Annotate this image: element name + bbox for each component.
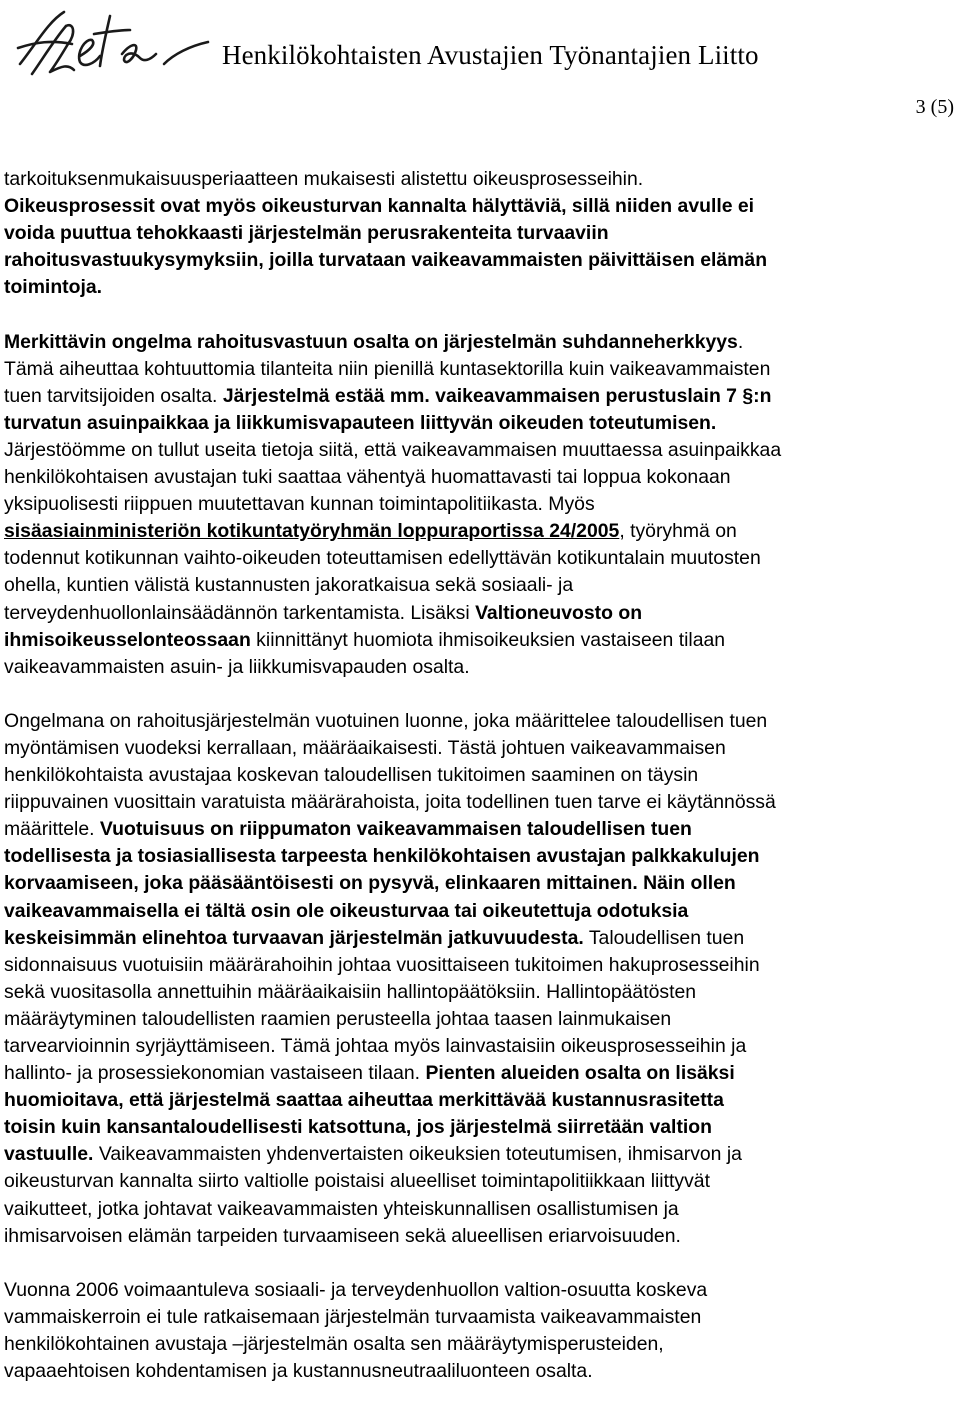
bold-text-run: rahoitusvastuukysymyksiin, joilla turvataan vaikeavammaisten päivittäisen elämän bbox=[4, 249, 768, 272]
text-line bbox=[4, 654, 952, 681]
text-run: Tämä aiheuttaa kohtuuttomia tilanteita niin pienillä kuntasektorilla kuin vaikeavammaisten bbox=[4, 357, 771, 380]
text-line bbox=[4, 1277, 952, 1304]
text-run: , työryhmä on bbox=[619, 520, 737, 543]
text-run: myöntämisen vuodeksi kerrallaan, määräaikaisesti. Tästä johtuen vaikeavammaisen bbox=[4, 736, 726, 759]
text-line bbox=[4, 1358, 952, 1385]
text-line bbox=[4, 356, 952, 383]
text-line bbox=[4, 383, 952, 410]
text-line bbox=[4, 1006, 952, 1033]
bold-text-run: voida puuttua tehokkaasti järjestelmän perusrakenteita turvaaviin bbox=[4, 222, 609, 245]
text-line bbox=[4, 1114, 952, 1141]
text-line bbox=[4, 708, 952, 735]
text-run: tarkoituksenmukaisuusperiaatteen mukaisesti alistettu oikeusprosesseihin. bbox=[4, 168, 644, 190]
bold-text-run: huomioitava, että järjestelmä saattaa aiheuttaa merkittävää kustannusrasitetta bbox=[4, 1089, 724, 1112]
bold-text-run: keskeisimmän elinehtoa turvaavan järjestelmän jatkuvuudesta. bbox=[4, 926, 584, 949]
text-line bbox=[4, 572, 952, 599]
text-run: vammaiskerroin ei tule ratkaisemaan järjestelmän turvaamista vaikeavammaisten bbox=[4, 1305, 702, 1328]
text-line bbox=[4, 220, 952, 247]
bold-text-run: Pienten alueiden osalta on lisäksi bbox=[425, 1062, 735, 1085]
text-run: yksipuolisesti riippuen muutettavan kunnan toimintapolitiikasta. Myös bbox=[4, 493, 595, 516]
text-line bbox=[4, 1304, 952, 1331]
paragraph bbox=[4, 166, 952, 301]
text-line bbox=[4, 600, 952, 627]
text-line bbox=[4, 979, 952, 1006]
text-run: vaikeavammaisten asuin- ja liikkumisvapauden osalta. bbox=[4, 655, 470, 678]
bold-text-run: turvatun asuinpaikkaa ja liikkumisvapauteen liittyvän oikeuden toteutumisen. bbox=[4, 411, 717, 434]
bold-text-run: Merkittävin ongelma rahoitusvastuun osalta on järjestelmän suhdanneherkkyys bbox=[4, 330, 738, 353]
text-line bbox=[4, 491, 952, 518]
text-run: tarvearvioinnin syrjäyttämiseen. Tämä johtaa myös lainvastaisiin oikeusprosesseihin ja bbox=[4, 1035, 747, 1057]
text-line bbox=[4, 1168, 952, 1195]
text-run: hallinto- ja prosessiekonomian vastaiseen tilaan. bbox=[4, 1062, 426, 1085]
text-run: oikeusturvan kannalta siirto valtiolle poistaisi alueelliset toimintapolitiikkaan liittyvät bbox=[4, 1170, 710, 1193]
text-run: määrittele. bbox=[4, 818, 100, 841]
text-line bbox=[4, 545, 952, 572]
text-run: todennut kotikunnan vaihto-oikeuden toteuttamisen edellyttävän kotikuntalain muutosten bbox=[4, 547, 761, 570]
text-line bbox=[4, 1033, 952, 1060]
text-run: kiinnittänyt huomiota ihmisoikeuksien vastaiseen tilaan bbox=[250, 628, 726, 651]
text-line bbox=[4, 1196, 952, 1223]
bold-text-run: vaikeavammaisella ei tältä osin ole oikeusturvaa tai oikeutettuja odotuksia bbox=[4, 899, 689, 922]
text-line bbox=[4, 410, 952, 437]
text-line bbox=[4, 816, 952, 843]
text-line bbox=[4, 1087, 952, 1114]
text-line bbox=[4, 735, 952, 762]
paragraph bbox=[4, 1277, 952, 1385]
text-line bbox=[4, 166, 952, 193]
text-run: sekä vuositasolla annettuihin määräaikaisiin hallintopäätöksiin. Hallintopäätösten bbox=[4, 980, 697, 1003]
text-line bbox=[4, 464, 952, 491]
text-run: tuen tarvitsijoiden osalta. bbox=[4, 384, 223, 407]
text-run: Järjestöömme on tullut useita tietoja siitä, että vaikeavammaisen muuttaessa asuinpaikkaa bbox=[4, 438, 782, 461]
text-run: määräytyminen taloudellisten raamien perusteella johtaa taasen lainmukaisen bbox=[4, 1007, 672, 1030]
text-run: vapaaehtoisen kohdentamisen ja kustannusneutraaliluonteen osalta. bbox=[4, 1360, 593, 1383]
page-number: 3 (5) bbox=[915, 96, 954, 118]
text-line bbox=[4, 925, 952, 952]
text-line bbox=[4, 518, 952, 545]
letterhead bbox=[0, 0, 960, 90]
text-line bbox=[4, 1141, 952, 1168]
organization-name: Henkilökohtaisten Avustajien Työnantajien Liitto bbox=[222, 40, 759, 70]
text-line bbox=[4, 898, 952, 925]
bold-text-run: toimintoja. bbox=[4, 276, 103, 299]
text-line bbox=[4, 627, 952, 654]
text-run: Ongelmana on rahoitusjärjestelmän vuotuinen luonne, joka määrittelee taloudellisen tuen bbox=[4, 709, 768, 732]
text-line bbox=[4, 843, 952, 870]
bold-text-run: korvaamiseen, joka pääsääntöisesti on pysyvä, elinkaaren mittainen. Näin ollen bbox=[4, 872, 736, 895]
text-line bbox=[4, 952, 952, 979]
text-line bbox=[4, 437, 952, 464]
heta-logo bbox=[14, 4, 214, 86]
bold-text-run: todellisesta ja tosiasiallisesta tarpeesta henkilökohtaisen avustajan palkkakulujen bbox=[4, 845, 760, 868]
paragraph bbox=[4, 708, 952, 1250]
text-run: ohella, kuntien välistä kustannusten jakoratkaisua sekä sosiaali- ja bbox=[4, 574, 574, 597]
text-line bbox=[4, 274, 952, 301]
text-run: sidonnaisuus vuotuisiin määrärahoihin johtaa vuosittaiseen tukitoimen hakuprosesseihin bbox=[4, 953, 760, 976]
text-line bbox=[4, 789, 952, 816]
text-line bbox=[4, 762, 952, 789]
text-line bbox=[4, 247, 952, 274]
text-run: Taloudellisen tuen bbox=[583, 926, 745, 949]
bold-text-run: sisäasiainministeriön kotikuntatyöryhmän loppuraportissa 24/2005 bbox=[4, 520, 620, 543]
text-line bbox=[4, 1331, 952, 1358]
bold-text-run: Järjestelmä estää mm. vaikeavammaisen perustuslain 7 §:n bbox=[222, 384, 772, 407]
text-run: ihmisarvoisen elämän tarpeiden turvaamiseen sekä alueellisen eriarvoisuuden. bbox=[4, 1224, 681, 1247]
text-line bbox=[4, 193, 952, 220]
bold-text-run: Vuotuisuus on riippumaton vaikeavammaisen taloudellisen tuen bbox=[99, 818, 692, 841]
paragraph bbox=[4, 329, 952, 681]
bold-text-run: toisin kuin kansantaloudellisesti katsottuna, jos järjestelmä siirretään valtion bbox=[4, 1116, 712, 1139]
text-run: vaikutteet, jotka johtavat vaikeavammaisten yhteiskunnallisen osallistumisen ja bbox=[4, 1197, 679, 1220]
bold-text-run: vastuulle. bbox=[4, 1143, 94, 1166]
text-line bbox=[4, 329, 952, 356]
document-body bbox=[4, 166, 952, 1385]
text-line bbox=[4, 870, 952, 897]
text-run: henkilökohtaista avustajaa koskevan taloudellisen tukitoimen saaminen on täysin bbox=[4, 764, 699, 787]
text-run: riippuvainen vuosittain varatuista määrärahoista, joita todellinen tuen tarve ei käytännössä bbox=[4, 791, 776, 814]
text-run: . bbox=[737, 330, 744, 353]
text-run: Vaikeavammaisten yhdenvertaisten oikeuksien toteutumisen, ihmisarvon ja bbox=[93, 1143, 742, 1166]
text-run: terveydenhuollonlainsäädännön tarkentamista. Lisäksi bbox=[4, 601, 476, 624]
bold-text-run: ihmisoikeusselonteossaan bbox=[4, 628, 251, 651]
text-run: Vuonna 2006 voimaantuleva sosiaali- ja terveydenhuollon valtion-osuutta koskeva bbox=[4, 1278, 708, 1301]
bold-text-run: Oikeusprosessit ovat myös oikeusturvan kannalta hälyttäviä, sillä niiden avulle ei bbox=[4, 195, 755, 218]
text-run: henkilökohtaisen avustajan tuki saattaa vähentyä huomattavasti tai loppua kokonaan bbox=[4, 466, 731, 489]
bold-text-run: Valtioneuvosto on bbox=[475, 601, 643, 624]
text-line bbox=[4, 1060, 952, 1087]
text-line bbox=[4, 1223, 952, 1250]
text-run: henkilökohtainen avustaja –järjestelmän osalta sen määräytymisperusteiden, bbox=[4, 1333, 664, 1356]
